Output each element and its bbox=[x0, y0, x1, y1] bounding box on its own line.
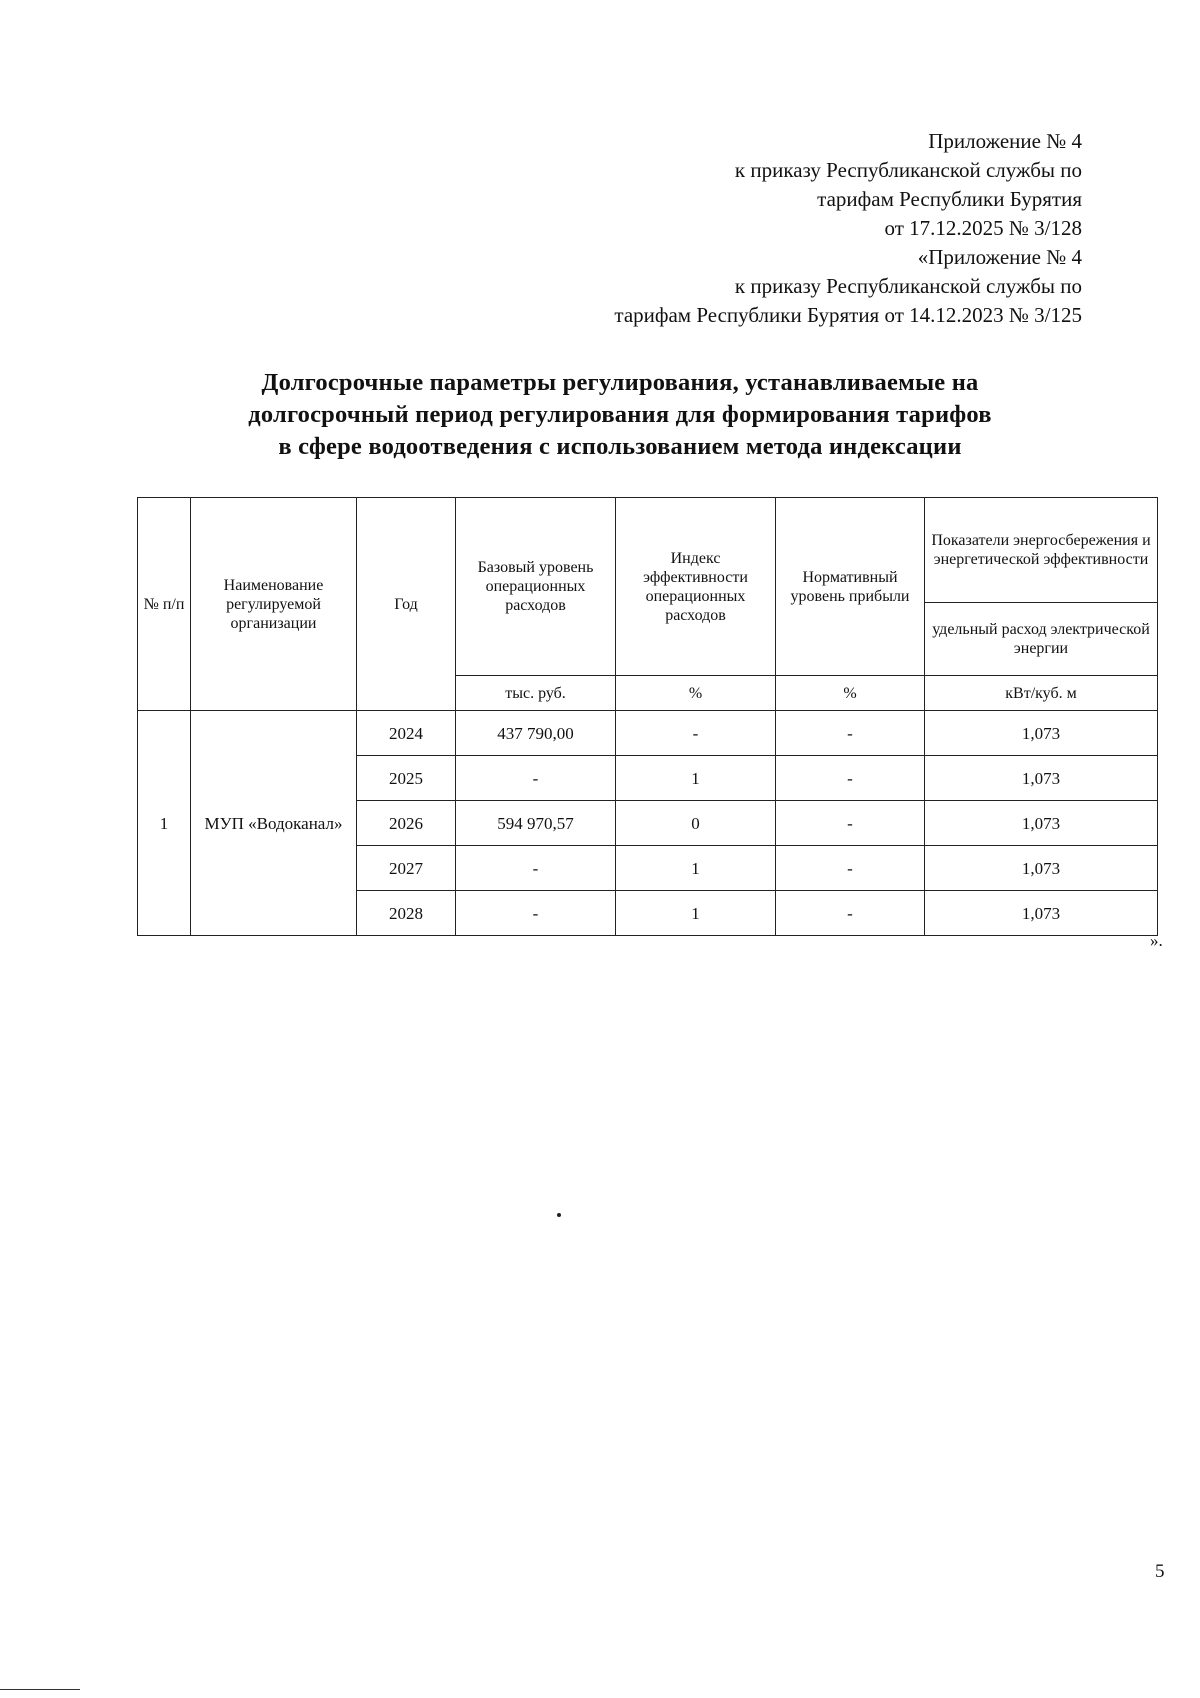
page-number: 5 bbox=[1155, 1561, 1165, 1582]
cell-norm: - bbox=[776, 711, 925, 756]
cell-norm: - bbox=[776, 756, 925, 801]
cell-year: 2025 bbox=[357, 756, 456, 801]
unit-base: тыс. руб. bbox=[456, 676, 616, 711]
header-efficiency-index: Индекс эффективности операционных расходов bbox=[616, 498, 776, 676]
header-year: Год bbox=[357, 498, 456, 711]
table-row bbox=[138, 711, 1158, 756]
cell-index: 1 bbox=[616, 846, 776, 891]
row-number: 1 bbox=[138, 711, 191, 936]
cell-index: 1 bbox=[616, 756, 776, 801]
header-organization: Наименование регулируемой организации bbox=[191, 498, 357, 711]
unit-energy: кВт/куб. м bbox=[925, 676, 1158, 711]
unit-norm: % bbox=[776, 676, 925, 711]
cell-index: 1 bbox=[616, 891, 776, 936]
cell-year: 2028 bbox=[357, 891, 456, 936]
header-line: от 17.12.2025 № 3/128 bbox=[884, 216, 1082, 240]
header-energy-group: Показатели энергосбережения и энергетической эффективности bbox=[925, 498, 1158, 603]
header-line: Приложение № 4 bbox=[928, 129, 1082, 153]
header-line: «Приложение № 4 bbox=[917, 245, 1082, 269]
organization-name: МУП «Водоканал» bbox=[191, 711, 357, 936]
cell-norm: - bbox=[776, 801, 925, 846]
document-title bbox=[170, 367, 1070, 463]
header-normative-profit: Нормативный уровень прибыли bbox=[776, 498, 925, 676]
title-line: долгосрочный период регулирования для формирования тарифов bbox=[248, 401, 992, 428]
table-header-row bbox=[138, 498, 1158, 603]
cell-norm: - bbox=[776, 891, 925, 936]
scan-dot-mark bbox=[557, 1213, 561, 1217]
cell-base: - bbox=[456, 756, 616, 801]
title-line: Долгосрочные параметры регулирования, устанавливаемые на bbox=[261, 369, 979, 396]
header-energy-consumption: удельный расход электрической энергии bbox=[925, 603, 1158, 676]
cell-base: - bbox=[456, 891, 616, 936]
header-line: тарифам Республики Бурятия bbox=[817, 187, 1082, 211]
title-line: в сфере водоотведения с использованием метода индексации bbox=[278, 433, 962, 460]
cell-energy: 1,073 bbox=[925, 846, 1158, 891]
closing-quote: ». bbox=[1150, 931, 1163, 950]
header-line: тарифам Республики Бурятия от 14.12.2023 № 3/125 bbox=[614, 303, 1082, 327]
cell-year: 2026 bbox=[357, 801, 456, 846]
cell-energy: 1,073 bbox=[925, 711, 1158, 756]
cell-norm: - bbox=[776, 846, 925, 891]
header-base-opex: Базовый уровень операционных расходов bbox=[456, 498, 616, 676]
footer-divider bbox=[0, 1689, 80, 1690]
cell-base: 437 790,00 bbox=[456, 711, 616, 756]
cell-energy: 1,073 bbox=[925, 891, 1158, 936]
cell-base: - bbox=[456, 846, 616, 891]
header-num: № п/п bbox=[138, 498, 191, 711]
cell-year: 2027 bbox=[357, 846, 456, 891]
cell-base: 594 970,57 bbox=[456, 801, 616, 846]
header-line: к приказу Республиканской службы по bbox=[734, 158, 1082, 182]
header-line: к приказу Республиканской службы по bbox=[734, 274, 1082, 298]
unit-index: % bbox=[616, 676, 776, 711]
cell-energy: 1,073 bbox=[925, 801, 1158, 846]
cell-energy: 1,073 bbox=[925, 756, 1158, 801]
cell-index: 0 bbox=[616, 801, 776, 846]
regulation-parameters-table bbox=[137, 497, 1158, 936]
cell-year: 2024 bbox=[357, 711, 456, 756]
cell-index: - bbox=[616, 711, 776, 756]
